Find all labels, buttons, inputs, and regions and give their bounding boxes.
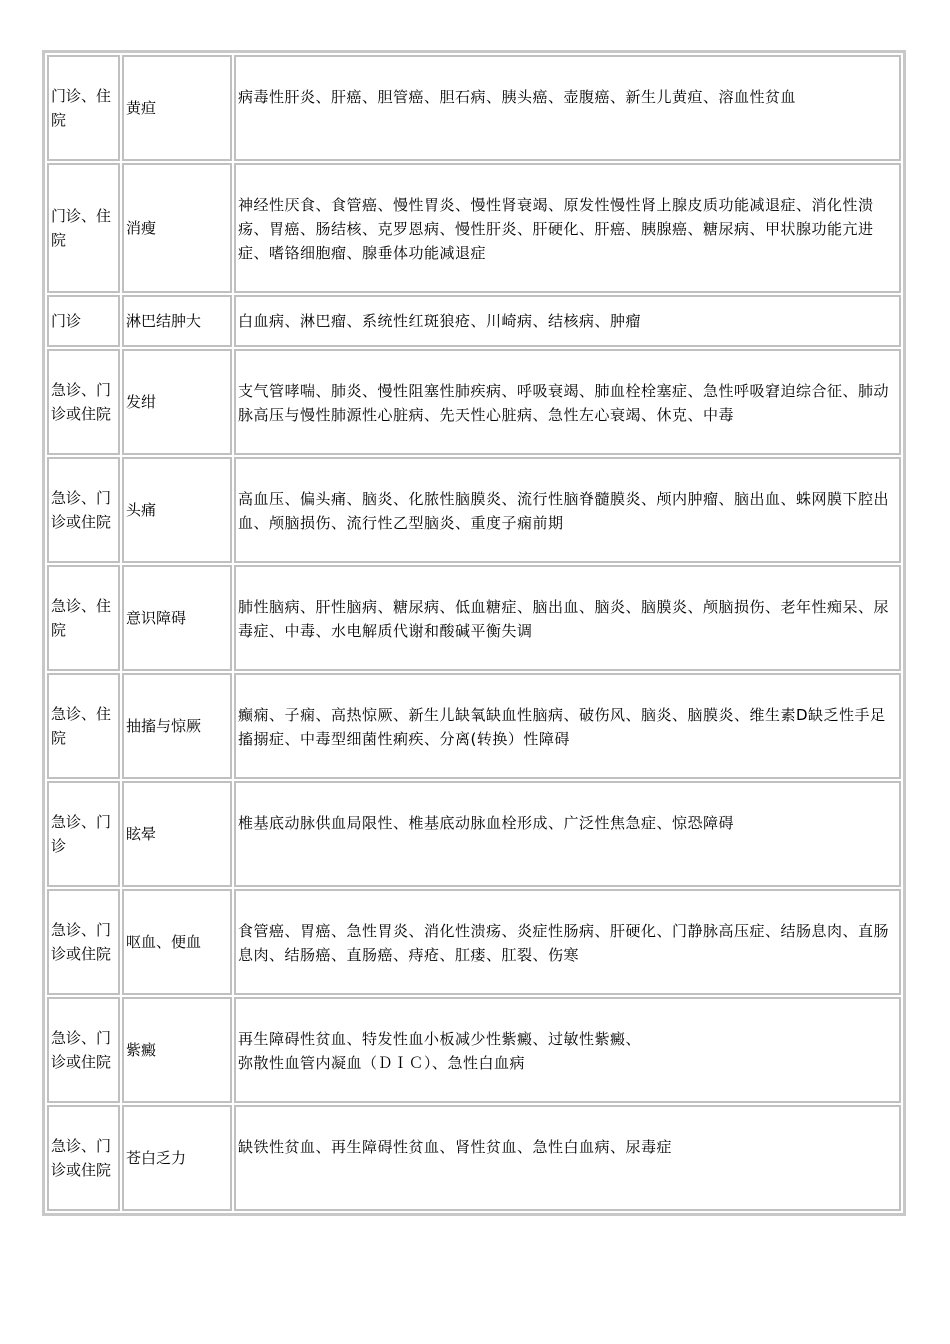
disease-list: 高血压、偏头痛、脑炎、化脓性脑膜炎、流行性脑脊髓膜炎、颅内肿瘤、脑出血、蛛网膜下腔出血、颅脑损伤、流行性乙型脑炎、重度子痫前期 — [238, 490, 890, 532]
symptom-cell: 头痛 — [122, 457, 232, 563]
disease-list-cell — [234, 295, 901, 347]
disease-list: 食管癌、胃癌、急性胃炎、消化性溃疡、炎症性肠病、肝硬化、门静脉高压症、结肠息肉、直肠息肉、结肠癌、直肠癌、痔疮、肛瘘、肛裂、伤寒 — [238, 922, 890, 964]
disease-list: 癫痫、子痫、高热惊厥、新生儿缺氧缺血性脑病、破伤风、脑炎、脑膜炎、维生素D缺乏性手足搐搦症、中毒型细菌性痢疾、分离(转换）性障碍 — [238, 706, 886, 748]
disease-list — [238, 1027, 897, 1075]
table-row — [47, 673, 901, 779]
disease-line: 弥散性血管内凝血（ＤＩＣ）、急性白血病 — [238, 1054, 526, 1072]
symptom-cell: 眩晕 — [122, 781, 232, 887]
table — [45, 53, 903, 1213]
disease-list-cell — [234, 673, 901, 779]
disease-line: 再生障碍性贫血、特发性血小板减少性紫癜、过敏性紫癜、 — [238, 1030, 642, 1048]
diagnosis-table — [42, 50, 906, 1216]
visit-type-cell: 急诊、门诊或住院 — [47, 1105, 120, 1211]
disease-list: 椎基底动脉供血局限性、椎基底动脉血栓形成、广泛性焦急症、惊恐障碍 — [238, 814, 735, 832]
visit-type-cell: 急诊、门诊或住院 — [47, 349, 120, 455]
disease-list: 缺铁性贫血、再生障碍性贫血、肾性贫血、急性白血病、尿毒症 — [238, 1138, 673, 1156]
disease-list: 支气管哮喘、肺炎、慢性阻塞性肺疾病、呼吸衰竭、肺血栓栓塞症、急性呼吸窘迫综合征、肺动脉高压与慢性肺源性心脏病、先天性心脏病、急性左心衰竭、休克、中毒 — [238, 382, 890, 424]
table-row — [47, 1105, 901, 1211]
symptom-cell: 抽搐与惊厥 — [122, 673, 232, 779]
symptom-cell: 苍白乏力 — [122, 1105, 232, 1211]
visit-type-cell: 急诊、门诊或住院 — [47, 997, 120, 1103]
table-row — [47, 565, 901, 671]
table-row — [47, 55, 901, 161]
disease-list-cell — [234, 781, 901, 887]
symptom-cell: 黄疸 — [122, 55, 232, 161]
disease-list-cell — [234, 457, 901, 563]
visit-type-cell: 急诊、门诊或住院 — [47, 457, 120, 563]
disease-list-cell — [234, 565, 901, 671]
visit-type-cell: 急诊、门诊 — [47, 781, 120, 887]
disease-list-cell — [234, 55, 901, 161]
visit-type-cell: 门诊、住院 — [47, 163, 120, 293]
visit-type-cell: 门诊 — [47, 295, 120, 347]
disease-list: 白血病、淋巴瘤、系统性红斑狼疮、川崎病、结核病、肿瘤 — [238, 312, 642, 330]
disease-list-cell — [234, 997, 901, 1103]
symptom-cell: 淋巴结肿大 — [122, 295, 232, 347]
symptom-cell: 意识障碍 — [122, 565, 232, 671]
visit-type-cell: 急诊、门诊或住院 — [47, 889, 120, 995]
table-row — [47, 889, 901, 995]
disease-list-cell — [234, 1105, 901, 1211]
symptom-cell: 消瘦 — [122, 163, 232, 293]
table-row — [47, 163, 901, 293]
table-row — [47, 781, 901, 887]
table-row — [47, 457, 901, 563]
disease-list-cell — [234, 163, 901, 293]
table-row — [47, 997, 901, 1103]
symptom-cell: 紫癜 — [122, 997, 232, 1103]
symptom-cell: 发绀 — [122, 349, 232, 455]
table-row — [47, 295, 901, 347]
visit-type-cell: 门诊、住院 — [47, 55, 120, 161]
table-row — [47, 349, 901, 455]
disease-list-cell — [234, 349, 901, 455]
disease-list: 神经性厌食、食管癌、慢性胃炎、慢性肾衰竭、原发性慢性肾上腺皮质功能减退症、消化性溃疡、胃癌、肠结核、克罗恩病、慢性肝炎、肝硬化、肝癌、胰腺癌、糖尿病、甲状腺功能亢进症、嗜铬细胞瘤、腺垂体功能减退症 — [238, 196, 874, 262]
disease-list: 病毒性肝炎、肝癌、胆管癌、胆石病、胰头癌、壶腹癌、新生儿黄疸、溶血性贫血 — [238, 88, 797, 106]
disease-list: 肺性脑病、肝性脑病、糖尿病、低血糖症、脑出血、脑炎、脑膜炎、颅脑损伤、老年性痴呆、尿毒症、中毒、水电解质代谢和酸碱平衡失调 — [238, 598, 890, 640]
visit-type-cell: 急诊、住院 — [47, 565, 120, 671]
visit-type-cell: 急诊、住院 — [47, 673, 120, 779]
disease-list-cell — [234, 889, 901, 995]
symptom-cell: 呕血、便血 — [122, 889, 232, 995]
